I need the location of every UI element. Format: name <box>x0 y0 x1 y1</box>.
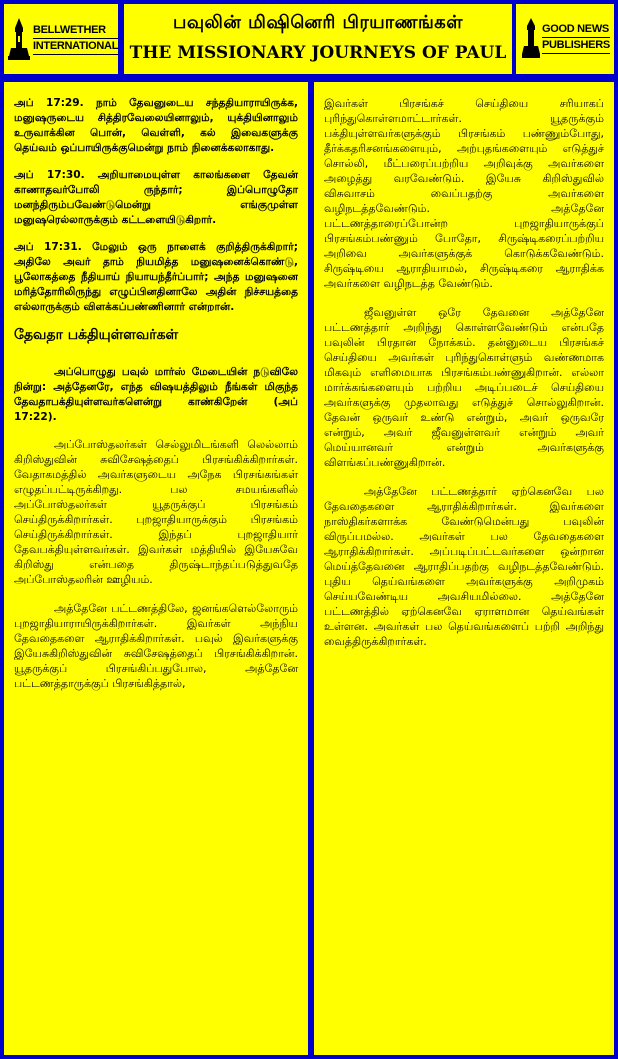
verse-17-31: அப் 17:31. மேலும் ஒரு நாளைக் குறித்திருக்கிறார்; அதிலே அவர் தாம் நியமித்த மனுஷனைக்கொண்டு, பூலோகத்தை நீதியாய் நியாயந்தீர்ப்பார்; அந்த மனுஷனை மரித்தோரிலிருந்து எழுப்பினதினாலே அதின் நிச்சயத்தை எல்லாருக்கும் விளக்கப்பண்ணினார் என்றான். <box>14 241 298 313</box>
verse-17-30: அப் 17:30. அறியாமையுள்ள காலங்களை தேவன் காணாதவர்போலி ருந்தார்; இப்பொழுதோ மனந்திரும்பவேண்டுமென்று எங்குமுள்ள மனுஷரெல்லாருக்கும் கட்டளையிடுகிறார். <box>14 169 298 226</box>
logo-right-line-2: PUBLISHERS <box>542 38 610 54</box>
good-news-tower-icon <box>522 18 540 58</box>
right-paragraph-2: ஜீவனுள்ள ஒரே தேவனை அத்தேனே பட்டணத்தார் அறிந்து கொள்ளவேண்டும் என்பதே பவுலின் பிரதான நோக்கம். தன்னுடைய பிரசங்கச் செய்தியை அவர்கள் புரிந்துகொள்ளும் வண்ணமாக மிகவும் எளிமையாக பிரசங்கம்பண்ணுகிறான். எல்லா மார்க்கங்களையும் பற்றிய அடிப்படைச் செய்தியை அவர்களுக்கு முதலாவது எடுத்துச் சொல்லுகிறான். தேவன் ஒருவர் உண்டு என்றும், அவர் ஒருவரே என்றும், அவர் ஜீவனுள்ளவர் என்றும் அவர் மெய்யானவர் என்றும் அவர்களுக்கு விளங்கப்பண்ணுகிறான். <box>324 306 604 469</box>
good-news-logo <box>522 18 610 58</box>
good-news-wordmark <box>542 22 610 54</box>
title-box <box>124 4 512 74</box>
verse-17-29: அப் 17:29. நாம் தேவனுடைய சந்ததியாராயிருக்க, மனுஷருடைய சித்திரவேலையினாலும், யுக்தியினாலும் உருவாக்கின பொன், வெள்ளி, கல் இவைகளுக்கு தெய்வம் ஒப்பாயிருக்குமென்று நாம் நினைக்கலாகாது. <box>14 97 298 154</box>
verse-17-22: அப்பொழுது பவுல் மார்ஸ் மேடையின் நடுவிலே நின்று: அத்தேனரே, எந்த விஷயத்திலும் நீங்கள் மிகுந்த தேவதாபக்தியுள்ளவர்களென்று காண்கிறேன் (அப் 17:22). <box>14 366 298 423</box>
right-paragraph-3: அத்தேனே பட்டணத்தார் ஏற்கெனவே பல தேவதைகளை ஆராதிக்கிறார்கள். இவர்களை நாஸ்திகர்களாக்க வேண்டுமென்பது பவுலின் விருப்பமல்ல. அவர்கள் பல தேவதைகளை ஆராதிக்கிறார்கள். அப்படிப்பட்டவர்களை ஒன்றான மெய்த்தேவனை ஆராதிப்பதற்கு வழிநடத்தவேண்டும். புதிய தெய்வங்களை அவர்களுக்கு அறிமுகம் செய்யவேண்டிய அவசியமில்லை. அத்தேனே பட்டணத்தில் ஏற்கெனவே ஏராளமான தெய்வங்கள் உள்ளன. அவர்கள் பல தெய்வங்களைப் பற்றி அறிந்து வைத்திருக்கிறார்கள். <box>324 485 604 648</box>
section-heading: தேவதா பக்தியுள்ளவர்கள் <box>14 327 179 343</box>
right-column <box>314 82 614 1055</box>
logo-right-line-1: GOOD NEWS <box>542 22 610 38</box>
bellwether-logo-box <box>4 4 118 74</box>
left-paragraph-1: அப்போஸ்தலர்கள் செல்லுமிடங்களி லெல்லாம் கிறிஸ்துவின் சுவிசேஷத்தைப் பிரசங்கிக்கிறார்கள். வேதாகமத்தில் அவர்களுடைய அநேக பிரசங்கங்கள் எழுதப்பட்டிருக்கிறது. பல சமயங்களில் அப்போஸ்தலர்கள் யூதருக்குப் பிரசங்கம் செய்திருக்கிறார்கள். புறஜாதியாருக்கும் பிரசங்கம் செய்திருக்கிறார்கள். இந்தப் புறஜாதியார் தேவபக்தியுள்ளவர்கள். இவர்கள் மத்தியில் இயேசுவே கிறிஸ்து என்பதை திருஷ்டாந்தப்படுத்துவதே அப்போஸ்தலரின் ஊழியம். <box>14 438 298 586</box>
left-column <box>4 82 308 1055</box>
title-english: THE MISSIONARY JOURNEYS OF PAUL <box>129 43 507 63</box>
logo-left-line-1: BELLWETHER <box>33 23 118 39</box>
bellwether-logo <box>8 18 118 60</box>
title-tamil: பவுலின் மிஷினெரி பிரயாணங்கள் <box>172 12 464 33</box>
right-paragraph-1: இவர்கள் பிரசங்கச் செய்தியை சரியாகப் புரிந்துகொள்ளமாட்டார்கள். யூதருக்கும் பக்தியுள்ளவர்களுக்கும் பிரசங்கம் பண்ணும்போது, தீர்க்கதரிசனங்களையும், அற்புதங்களையும் எடுத்துச் சொல்லி, மீட்பரைப்பற்றிய அறிவுக்கு அவர்களை அழைத்து வரவேண்டும். இயேசு கிறிஸ்துவில் விசுவாசம் வைப்பதற்கு அவர்களை வழிநடத்தவேண்டும். அத்தேனே பட்டணத்தாரைப்போன்ற புறஜாதியாருக்குப் பிரசங்கம்பண்ணும் போதோ, சிருஷ்டிகரைப்பற்றிய அறிவை அவர்களுக்குக் கொடுக்கவேண்டும். சிருஷ்டியை ஆராதியாமல், சிருஷ்டிகரை ஆராதிக்க அவர்களை வழிநடத்த வேண்டும். <box>324 97 604 290</box>
good-news-logo-box <box>516 4 614 74</box>
bellwether-tower-icon <box>8 18 30 60</box>
bellwether-wordmark <box>33 23 118 55</box>
logo-left-line-2: INTERNATIONAL <box>33 39 118 55</box>
left-paragraph-2: அத்தேனே பட்டணத்திலே, ஜனங்களெல்லோரும் புறஜாதியாராயிருக்கிறார்கள். இவர்கள் அந்நிய தேவதைகளை ஆராதிக்கிறார்கள். பவுல் இவர்களுக்கு இயேசுகிறிஸ்துவின் சுவிசேஷத்தைப் பிரசங்கிக்கிறான். யூதருக்குப் பிரசங்கிப்பதுபோல, அத்தேனே பட்டணத்தாருக்குப் பிரசங்கித்தால், <box>14 602 298 690</box>
